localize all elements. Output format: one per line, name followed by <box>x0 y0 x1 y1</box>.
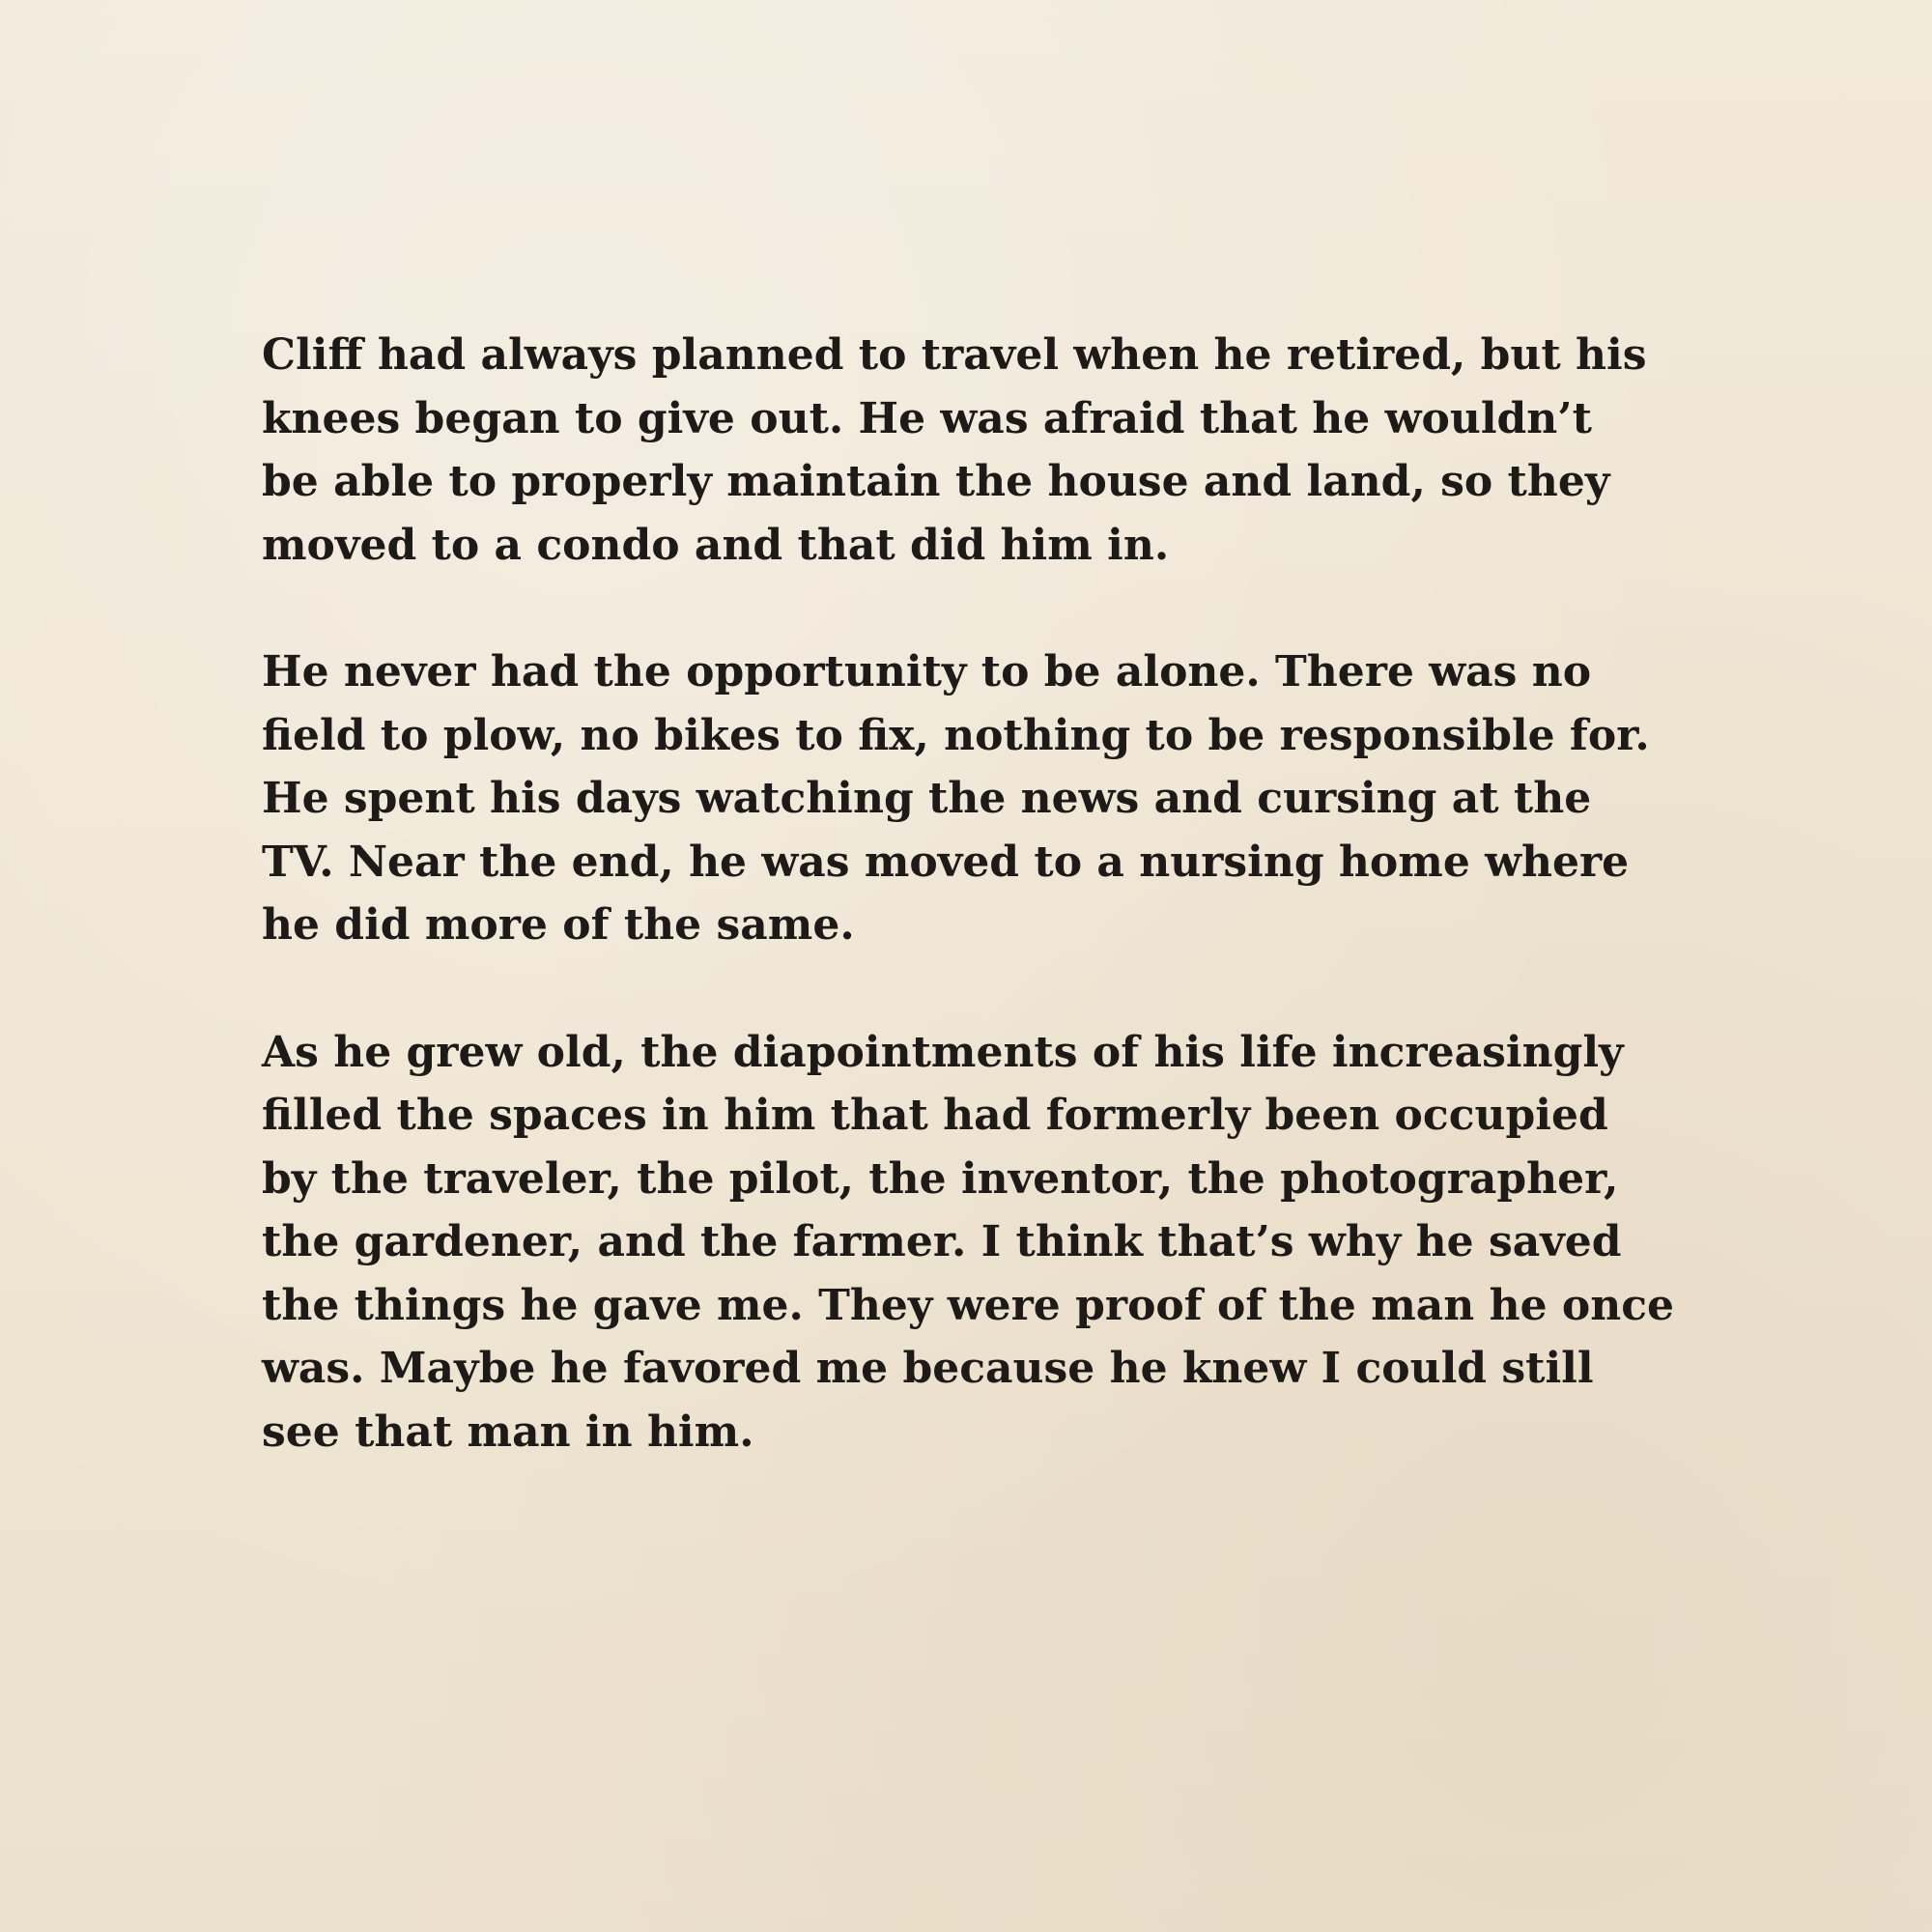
paragraph-3 <box>262 1021 1730 1464</box>
body-text <box>262 324 1730 1527</box>
text-line: filled the spaces in him that had formerly been occupied <box>262 1091 1608 1140</box>
text-line: He spent his days watching the news and cursing at the <box>262 774 1592 823</box>
text-line: As he grew old, the diapointments of his life increasingly <box>262 1027 1624 1077</box>
text-line: was. Maybe he favored me because he knew I could still <box>262 1344 1594 1393</box>
text-line: see that man in him. <box>262 1406 754 1457</box>
paragraph-2 <box>262 640 1730 957</box>
text-line: TV. Near the end, he was moved to a nursing home where <box>262 837 1630 887</box>
text-line: the things he gave me. They were proof of the man he once <box>262 1280 1675 1330</box>
text-line: the gardener, and the farmer. I think that’s why he saved <box>262 1217 1622 1266</box>
text-line: be able to properly maintain the house and land, so they <box>262 457 1610 506</box>
paragraph-1 <box>262 324 1730 577</box>
text-line: knees began to give out. He was afraid that he wouldn’t <box>262 393 1592 443</box>
text-line: Cliff had always planned to travel when he retired, but his <box>262 330 1647 380</box>
text-line: moved to a condo and that did him in. <box>262 520 1170 570</box>
text-line: by the traveler, the pilot, the inventor, the photographer, <box>262 1153 1619 1204</box>
text-line: He never had the opportunity to be alone. There was no <box>262 647 1592 696</box>
text-line: field to plow, no bikes to fix, nothing to be responsible for. <box>262 710 1650 760</box>
text-line: he did more of the same. <box>262 900 855 950</box>
